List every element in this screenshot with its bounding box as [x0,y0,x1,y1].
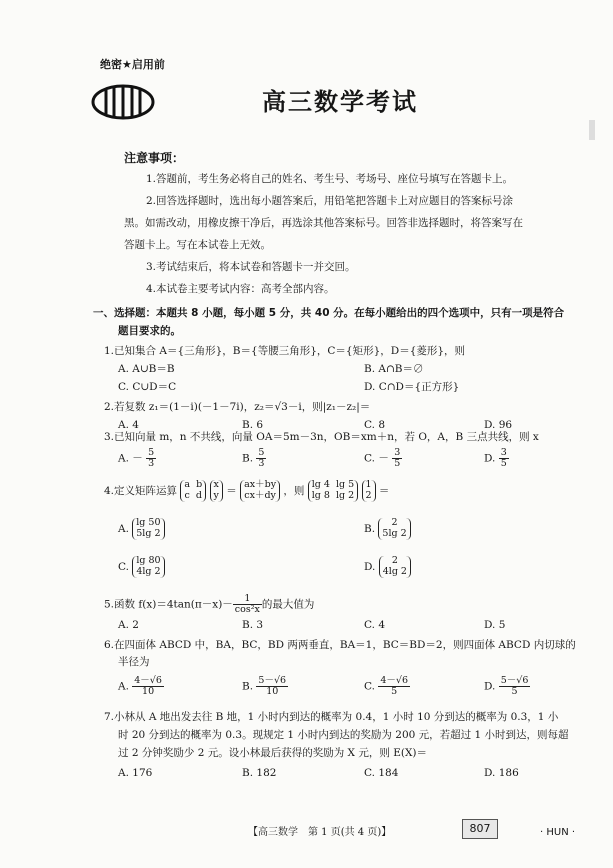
question-7-line-1: 7.小林从 A 地出发去往 B 地，1 小时内到达的概率为 0.4，1 小时 10 分到达的概率为 0.3，1 小 [104,711,559,723]
question-4-stem [104,480,389,502]
notice-line-5: 3.考试结束后，将本试卷和答题卡一并交回。 [146,261,356,273]
question-6-line-2: 半径为 [118,656,150,668]
section-heading-cont: 题目要求的。 [118,325,181,337]
q6-d-label: D. [484,680,496,693]
question-6-line-1: 6.在四面体 ABCD 中，BA，BC，BD 两两垂直，BA＝1，BC＝BD＝2，则四面体 ABCD 内切球的 [104,639,576,651]
q6-d-den: 5 [511,685,518,697]
q3-d-fraction [499,448,509,469]
q3-a-den: 3 [148,457,155,469]
q6-c-den: 5 [391,685,398,697]
q3-option-c [364,448,402,469]
q7-option-b: B. 182 [242,767,277,779]
q4-d-1: 2 [391,555,398,566]
q3-c-fraction [392,448,402,469]
q4-option-b [364,518,411,540]
q5-option-d: D. 5 [484,619,506,631]
question-7-line-2: 时 20 分到达的概率为 0.3。现规定 1 小时内到达的奖励为 200 元，若超过 1 小时到达，则每超 [118,729,569,741]
q3-option-b [242,448,266,469]
q6-a-fraction [132,676,164,697]
question-1-stem: 1.已知集合 A＝{三角形}，B＝{等腰三角形}，C＝{矩形}，D＝{菱形}，则 [104,345,466,357]
q4-r2: cx＋dy [244,489,276,501]
q3-a-label: A. － [118,452,143,465]
q4-result-vector [240,480,280,502]
q6-b-label: B. [242,680,254,693]
q4-v-y: y [213,489,219,501]
q6-a-den: 10 [142,685,155,697]
q3-b-fraction [256,448,266,469]
q6-b-num: 5－√6 [258,675,287,686]
scan-mark [589,120,595,140]
q4-m1-a: a [184,479,191,490]
q5-option-a: A. 2 [118,619,139,631]
q3-d-num: 3 [500,447,507,458]
notice-line-2: 2.回答选择题时，选出每小题答案后，用铅笔把答题卡上对应题目的答案标号涂 [146,195,514,207]
q4-a-1: lg 50 [136,517,161,528]
q4-d-2: 4lg 2 [382,565,407,577]
q4-c-label: C. [118,560,129,573]
q1-option-a: A. A∪B＝B [118,363,175,375]
q7-option-c: C. 184 [364,767,399,779]
notice-line-4: 答题卡上。写在本试卷上无效。 [124,239,271,251]
exam-logo-icon [88,84,158,120]
q5-option-c: C. 4 [364,619,386,631]
q5-stem-pre: 5.函数 f(x)＝4tan(π－x)－ [104,598,233,611]
q3-c-label: C. － [364,452,389,465]
q3-c-num: 3 [394,447,401,458]
q4-matrix-abcd [180,480,206,502]
q3-b-den: 3 [258,457,265,469]
q4-v2-2: 2 [365,489,372,501]
q4-m2-a: lg 4 [311,479,330,490]
q4-equals: ＝ [226,484,237,497]
page-title: 高三数学考试 [262,88,418,116]
notice-line-6: 4.本试卷主要考试内容：高考全部内容。 [146,283,335,295]
question-5-stem [104,594,314,615]
q4-matrix-lg [308,480,358,502]
q5-den: cos²x [234,603,260,615]
q6-d-num: 5－√6 [500,675,529,686]
q4-c-vector [132,556,164,578]
q4-d-label: D. [364,560,376,573]
q5-fraction [233,594,262,615]
q4-m1-c: c [184,489,190,501]
q4-v-x: x [213,479,219,490]
q2-option-a: A. 4 [118,419,139,431]
page-footer: 【高三数学 第 1 页(共 4 页)】 [248,827,392,838]
q6-c-num: 4－√6 [380,675,408,686]
q6-option-c [364,676,410,697]
q4-vector-xy [210,480,223,502]
q3-option-a [118,448,156,469]
question-3-stem: 3.已知向量 m，n 不共线，向量 OA＝5m－3n，OB＝xm＋n，若 O，A，B 三点共线，则 x [104,431,539,443]
q4-a-vector [132,518,164,540]
q4-option-a [118,518,165,540]
q3-a-fraction [146,448,156,469]
q4-d-vector [379,556,411,578]
q6-b-den: 10 [266,685,279,697]
q4-m1-d: d [195,489,203,501]
q4-a-2: 5lg 2 [136,527,161,539]
q3-a-num: 5 [148,447,155,458]
q4-c-1: lg 80 [136,555,161,566]
q5-option-b: B. 3 [242,619,264,631]
q2-option-d: D. 96 [484,419,513,431]
q6-option-d [484,676,530,697]
q4-then: ，则 [283,484,305,497]
q4-m2-c: lg 8 [311,489,330,501]
q7-option-a: A. 176 [118,767,153,779]
q4-b-vector [378,518,410,540]
q4-a-label: A. [118,522,129,535]
q4-v2-1: 1 [365,479,372,490]
confidential-label: 绝密★启用前 [100,58,165,71]
q3-b-label: B. [242,452,254,465]
q4-m1-b: b [196,479,203,490]
q6-a-num: 4－√6 [134,675,162,686]
q1-option-c: C. C∪D＝C [118,381,177,393]
q3-c-den: 5 [394,457,401,469]
q6-d-fraction [499,676,531,697]
q3-b-num: 5 [258,447,265,458]
q6-c-fraction [378,676,410,697]
q3-d-den: 5 [500,457,507,469]
q6-option-a [118,676,164,697]
q4-r1: ax＋by [244,479,277,490]
q4-b-1: 2 [391,517,398,528]
q5-num: 1 [233,594,262,605]
q3-option-d [484,448,509,469]
q4-b-label: B. [364,522,376,535]
q7-option-d: D. 186 [484,767,519,779]
q3-d-label: D. [484,452,496,465]
q4-option-d [364,556,411,578]
notice-line-3: 黑。如需改动，用橡皮擦干净后，再选涂其他答案标号。回答非选择题时，将答案写在 [124,217,523,229]
notice-heading: 注意事项： [124,151,185,165]
q2-option-c: C. 8 [364,419,386,431]
region-code: · HUN · [540,827,576,838]
question-7-line-3: 过 2 分钟奖励少 2 元。设小林最后获得的奖励为 X 元，则 E(X)＝ [118,747,428,759]
section-heading: 一、选择题：本题共 8 小题，每小题 5 分，共 40 分。在每小题给出的四个选项中，只有一项是符合 [93,307,565,319]
q6-c-label: C. [364,680,375,693]
q6-option-b [242,676,288,697]
q4-vector-12 [362,480,376,502]
q1-option-d: D. C∩D＝{正方形} [364,381,460,393]
q4-b-2: 5lg 2 [382,527,407,539]
question-2-stem: 2.若复数 z₁＝(1－i)(－1－7i)，z₂＝√3－i，则|z₁－z₂|＝ [104,401,371,413]
q6-a-label: A. [118,680,129,693]
q6-b-fraction [256,676,288,697]
q4-m2-d: lg 2 [336,489,355,501]
q4-c-2: 4lg 2 [136,565,161,577]
q5-stem-post: 的最大值为 [261,598,315,611]
q4-equals-2: ＝ [378,484,390,497]
q1-option-b: B. A∩B＝∅ [364,363,424,375]
exam-code-box: 807 [462,819,498,839]
q2-option-b: B. 6 [242,419,264,431]
q4-m2-b: lg 5 [336,479,355,490]
notice-line-1: 1.答题前，考生务必将自己的姓名、考生号、考场号、座位号填写在答题卡上。 [146,173,514,185]
q4-option-c [118,556,165,578]
q4-stem-text: 4.定义矩阵运算 [104,484,178,497]
